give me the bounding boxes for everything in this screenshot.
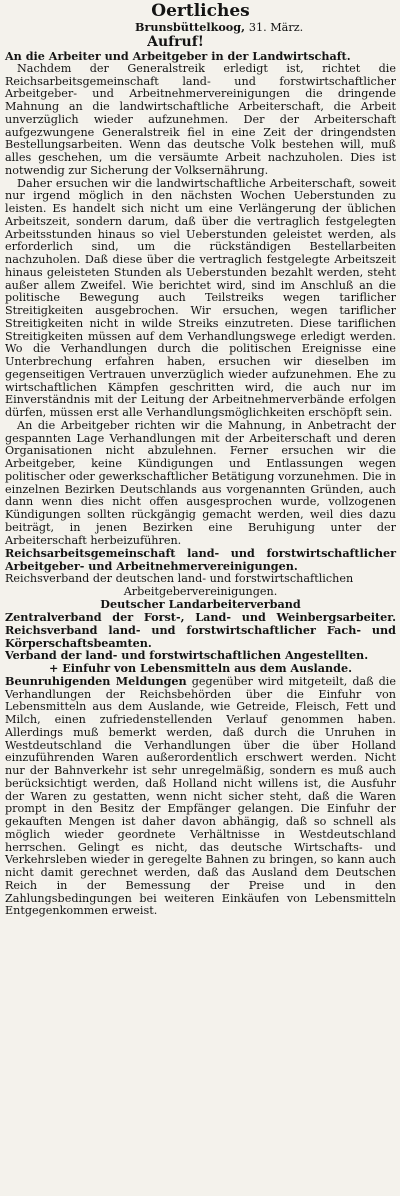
signatory-5: Verband der land- und forstwirtschaftlichen Angestellten. [5,648,369,663]
article-2-body [5,675,396,918]
article-2-text: gegenüber wird mitgeteilt, daß die Verhandlungen der Reichsbehörden über die Einfuhr von Lebensmitteln aus dem Auslande, wie Getreide, Fleisch, Fett und Milch, einen zufriedenstellenden Verlauf genommen haben. Allerdings muß bemerkt werden, daß durch die Unruhen in Westdeutschland die Verhandlungen über die über Holland einzuführenden Waren außerordentlich erschwert werden. Nicht nur der Bahnverkehr ist sehr unregelmäßig, sondern es muß auch berücksichtigt werden, daß Holland nicht willens ist, die Ausfuhr der Waren zu gestatten, wenn nicht sicher steht, daß die Waren prompt in den Besitz der Empfänger gelangen. Die Einfuhr der gekauften Mengen ist daher davon abhängig, daß so schnell als möglich wieder geordnete Verhältnisse in Westdeutschland herrschen. Gelingt es nicht, das deutsche Wirtschafts- und Verkehrsleben wieder in geregelte Bahnen zu bringen, so kann auch nicht damit gerechnet werden, daß das Ausland dem Deutschen Reich in der Bemessung der Preise und in den Zahlungsbedingungen bei weiteren Einkäufen von Lebensmitteln Entgegenkommen erweist. [5,674,397,918]
dateline-place: Brunsbüttelkoog, [135,20,245,34]
dateline-date: 31. März. [248,21,304,34]
paragraph-3: An die Arbeitgeber richten wir die Mahnung, in Anbetracht der gespannten Lage Verhandlungen mit der Arbeiterschaft und deren Organisationen nicht abzulehnen. Ferner ersuchen wir die Arbeitgeber, keine Kündigungen und Entlassungen wegen politischer oder gewerkschaftlicher Betätigung vorzunehmen. Die in einzelnen Bezirken Deutschlands aus vorgenannten Gründen, auch dann wenn dies nicht offen ausgesprochen wurde, vollzogenen Kündigungen sollten rückgängig gemacht werden, weil dies dazu beiträgt, in jenen Bezirken eine Beruhigung unter der Arbeiterschaft herbeizuführen. [5,418,396,547]
signatory-4: Zentralverband der Forst-, Land- und Weinbergsarbeiter. Reichsverband land- und forstwirtschaftlicher Fach- und Körperschaftsbeamten. [5,610,396,650]
signatory-3: Deutscher Landarbeiterverband [100,597,301,612]
paragraph-1: Nachdem der Generalstreik erledigt ist, richtet die Reichsarbeitsgemeinschaft land- und forstwirtschaftlicher Arbeitgeber- und Arbeitnehmervereinigungen die dringende Mahnung an die landwirtschaftliche Arbeiterschaft, die Arbeit unverzüglich wieder aufzunehmen. Der der Arbeiterschaft aufgezwungene Generalstreik fiel in eine Zeit der dringendsten Bestellungsarbeiten. Wenn das deutsche Volk bestehen will, muß alles geschehen, um die versäumte Arbeit nachzuholen. Dies ist notwendig zur Sicherung der Volksernährung. [5,61,396,177]
article-2-lead: Beunruhigenden Meldungen [5,673,187,688]
dateline [5,21,396,34]
signatory-2-line1: Reichsverband der deutschen land- und forstwirtschaftlichen [5,571,354,585]
section-heading: Oertliches [151,1,250,21]
article-2-title: + Einfuhr von Lebensmitteln aus dem Auslande. [48,661,353,675]
article-title: Aufruf! [147,34,204,50]
article-subheading: An die Arbeiter und Arbeitgeber in der Landwirtschaft. [5,49,351,63]
signatory-1: Reichsarbeitsgemeinschaft land- und forstwirtschaftlicher Arbeitgeber- und Arbeitnehmervereinigungen. [5,546,396,573]
signatory-2-line2: Arbeitgebervereinigungen. [123,584,278,598]
paragraph-2: Daher ersuchen wir die landwirtschaftliche Arbeiterschaft, soweit nur irgend möglich in den nächsten Wochen Ueberstunden zu leisten. Es handelt sich nicht um eine Verlängerung der üblichen Arbeitszeit, sondern darum, daß über die vertraglich festgelegten Arbeitsstunden hinaus so viel Ueberstunden geleistet werden, als erforderlich sind, um die rückständigen Bestellarbeiten nachzuholen. Daß diese über die vertraglich festgelegte Arbeitszeit hinaus geleisteten Stunden als Ueberstunden bezahlt werden, steht außer allem Zweifel. Wie berichtet wird, sind im Anschluß an die politische Bewegung auch Teilstreiks wegen tariflicher Streitigkeiten ausgebrochen. Wir ersuchen, wegen tariflicher Streitigkeiten nicht in wilde Streiks einzutreten. Diese tariflichen Streitigkeiten müssen auf dem Verhandlungswege erledigt werden. Wo die Verhandlungen durch die politischen Ereignisse eine Unterbrechung erfahren haben, ersuchen wir dieselben im gegenseitigen Vertrauen unverzüglich wieder aufzunehmen. Ehe zu wirtschaftlichen Kämpfen geschritten wird, die auch nur im Einverständnis mit der Leitung der Arbeitnehmerverbände erfolgen dürfen, müssen erst alle Verhandlungsmöglichkeiten erschöpft sein. [5,176,396,419]
